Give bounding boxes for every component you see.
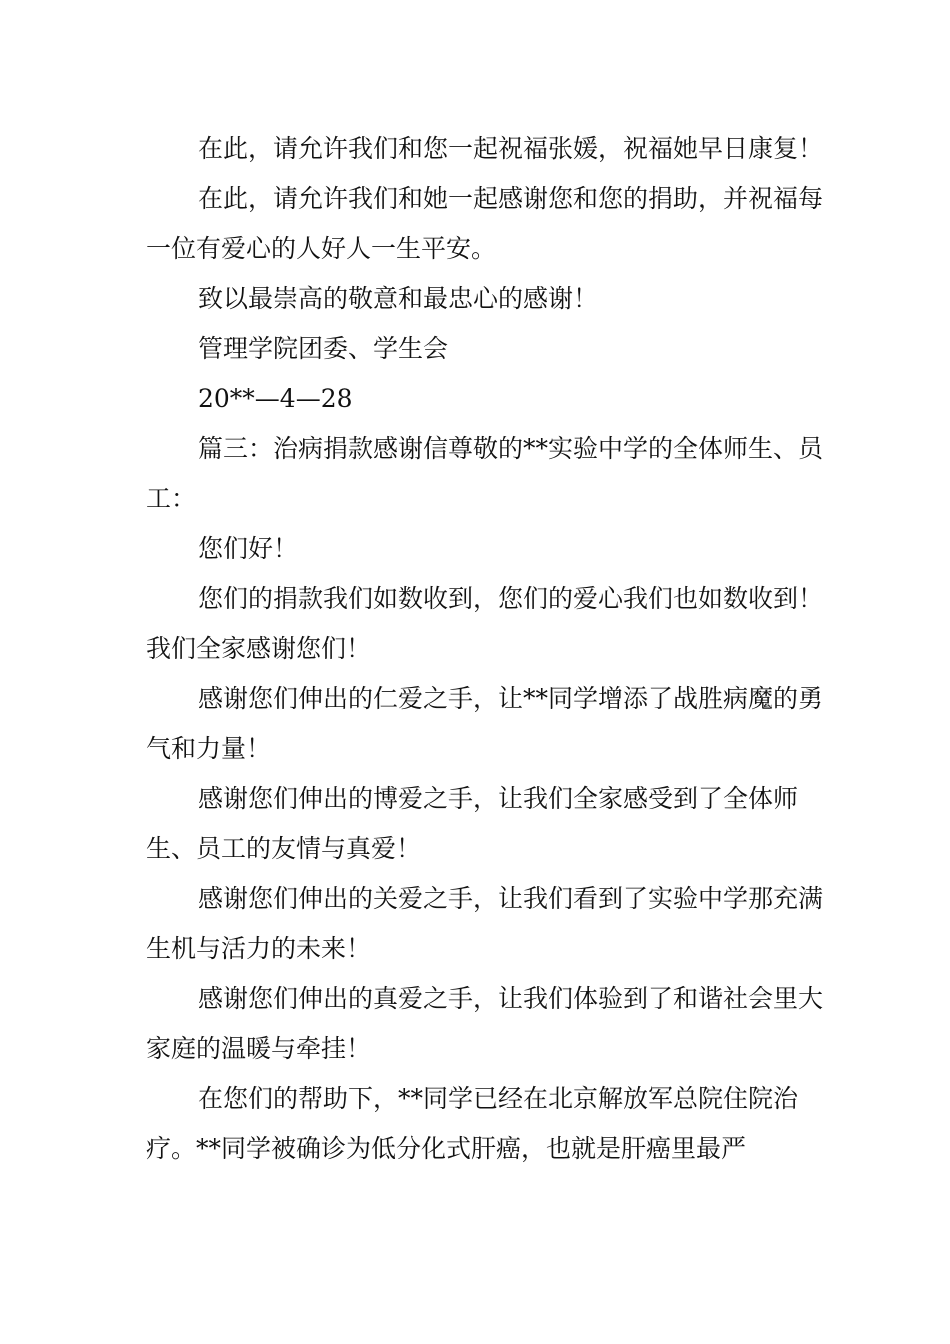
section-heading: 篇三：治病捐款感谢信尊敬的**实验中学的全体师生、员工： — [146, 434, 824, 513]
paragraph: 感谢您们伸出的仁爱之手，让**同学增添了战胜病魔的勇气和力量！ — [146, 684, 824, 763]
paragraph: 感谢您们伸出的博爱之手，让我们全家感受到了全体师生、员工的友情与真爱！ — [146, 784, 799, 863]
paragraph: 在您们的帮助下，**同学已经在北京解放军总院住院治疗。**同学被确诊为低分化式肝癌，也就是肝癌里最严 — [146, 1084, 799, 1163]
paragraph: 在此，请允许我们和您一起祝福张媛，祝福她早日康复！ — [198, 134, 824, 163]
signature-date: 20**—4—28 — [198, 384, 353, 413]
greeting: 您们好！ — [198, 534, 299, 563]
signature-organization: 管理学院团委、学生会 — [198, 334, 449, 363]
document-body — [146, 124, 836, 1174]
paragraph: 感谢您们伸出的真爱之手，让我们体验到了和谐社会里大家庭的温暖与牵挂！ — [146, 984, 824, 1063]
paragraph: 在此，请允许我们和她一起感谢您和您的捐助，并祝福每一位有爱心的人好人一生平安。 — [146, 184, 824, 263]
paragraph: 感谢您们伸出的关爱之手，让我们看到了实验中学那充满生机与活力的未来！ — [146, 884, 824, 963]
paragraph: 您们的捐款我们如数收到，您们的爱心我们也如数收到！我们全家感谢您们！ — [146, 584, 824, 663]
paragraph: 致以最崇高的敬意和最忠心的感谢！ — [198, 284, 599, 313]
